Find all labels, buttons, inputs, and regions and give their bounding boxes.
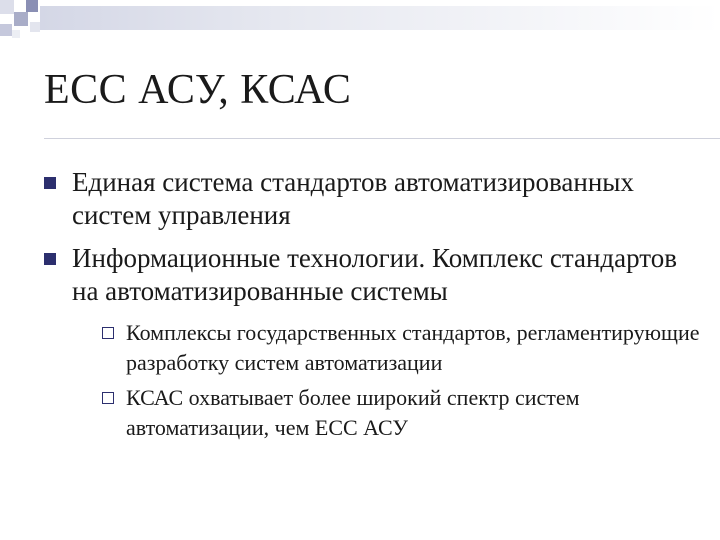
- sub-bullet-text: Комплексы государственных стандартов, регламентирующие разработку систем автоматизации: [126, 320, 700, 375]
- square-bullet-icon: [44, 177, 56, 189]
- sub-bullet-item: [102, 383, 704, 443]
- decorative-square: [12, 30, 20, 38]
- decorative-square: [30, 22, 40, 32]
- decorative-square: [0, 0, 14, 14]
- decorative-square: [0, 24, 12, 36]
- sub-bullet-item: [102, 318, 704, 378]
- bullet-text: Информационные технологии. Комплекс стандартов на автоматизированные системы: [72, 243, 677, 306]
- decorative-square: [14, 12, 28, 26]
- slide-title: ЕСС АСУ, КСАС: [44, 67, 352, 113]
- bullet-item: [44, 242, 704, 308]
- title-divider: [44, 138, 720, 139]
- square-bullet-icon: [44, 253, 56, 265]
- sub-bullet-text: КСАС охватывает более широкий спектр систем автоматизации, чем ЕСС АСУ: [126, 385, 580, 440]
- decorative-header-band: [0, 0, 720, 38]
- slide-body: [44, 166, 704, 448]
- hollow-square-bullet-icon: [102, 327, 114, 339]
- decorative-square: [26, 0, 38, 12]
- header-gradient-bar: [40, 6, 720, 30]
- bullet-item: [44, 166, 704, 232]
- hollow-square-bullet-icon: [102, 392, 114, 404]
- bullet-text: Единая система стандартов автоматизированных систем управления: [72, 167, 634, 230]
